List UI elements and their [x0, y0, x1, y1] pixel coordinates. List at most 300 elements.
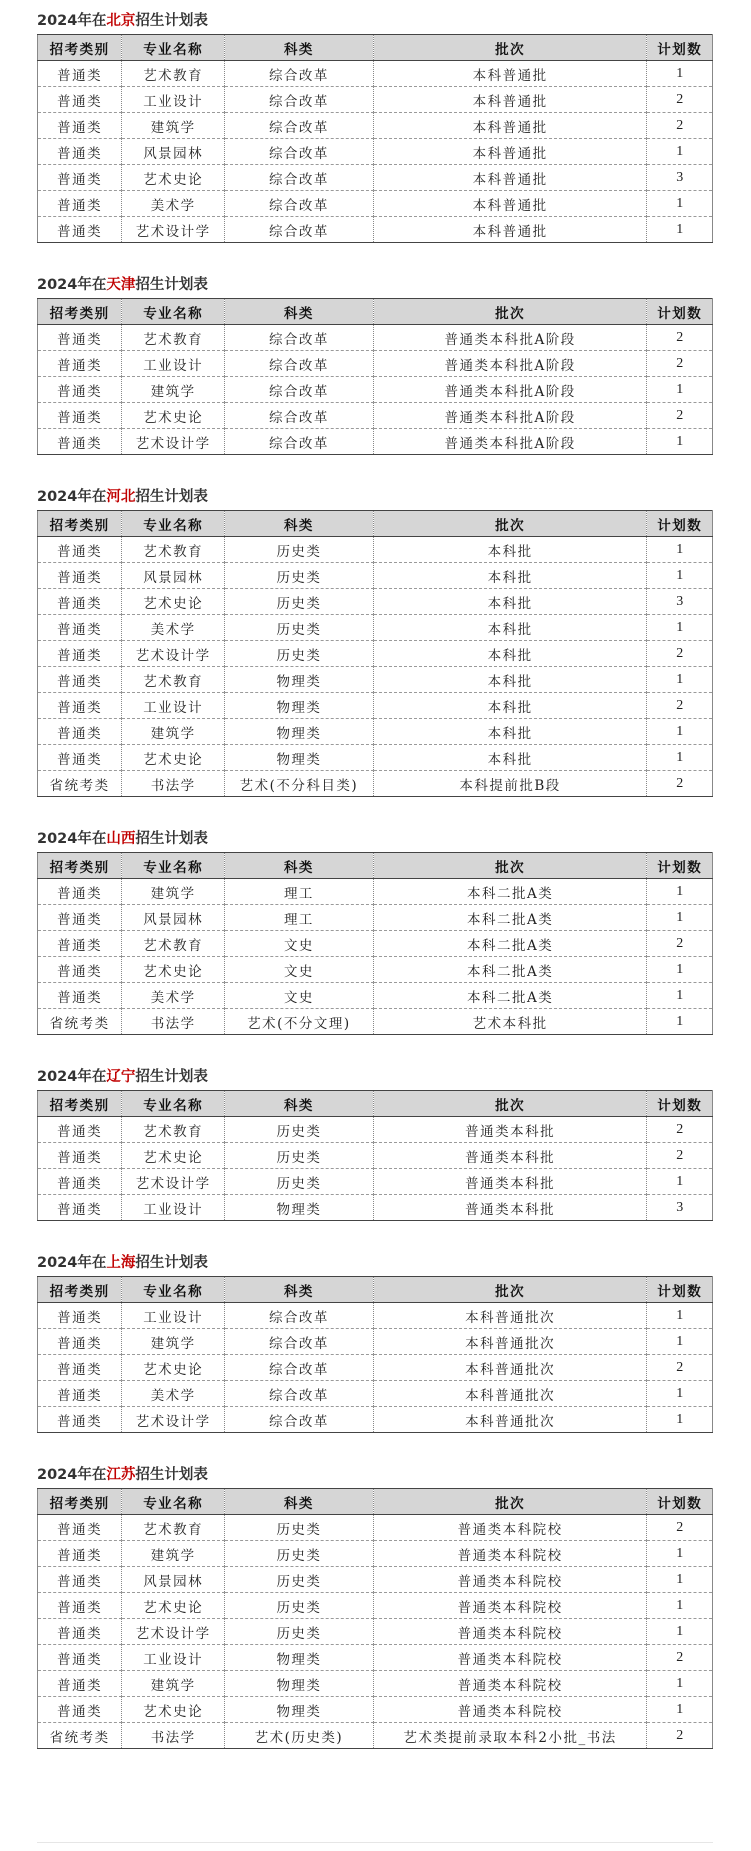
table-cell: 艺术教育: [122, 1117, 225, 1143]
table-cell: 文史: [225, 983, 374, 1009]
section-title: [37, 1068, 713, 1086]
table-row: [38, 1541, 713, 1567]
column-header: 专业名称: [122, 1489, 225, 1515]
table-cell: 普通类: [38, 351, 122, 377]
table-cell: 美术学: [122, 1381, 225, 1407]
table-cell: 综合改革: [225, 87, 374, 113]
table-row: [38, 771, 713, 797]
title-prefix: 2024年在: [37, 1467, 107, 1483]
table-cell: 综合改革: [225, 429, 374, 455]
plan-table: [37, 1090, 713, 1221]
table-cell: 艺术设计学: [122, 1407, 225, 1433]
table-cell: 普通类: [38, 1381, 122, 1407]
table-row: [38, 1329, 713, 1355]
table-cell: 建筑学: [122, 377, 225, 403]
table-cell: 普通类本科批: [373, 1169, 647, 1195]
section-title: [37, 12, 713, 30]
table-row: [38, 905, 713, 931]
title-prefix: 2024年在: [37, 277, 107, 293]
table-cell: 普通类: [38, 589, 122, 615]
table-cell: 综合改革: [225, 403, 374, 429]
table-header-row: [38, 1277, 713, 1303]
table-row: [38, 1143, 713, 1169]
table-cell: 普通类: [38, 957, 122, 983]
table-row: [38, 1009, 713, 1035]
table-cell: 艺术(不分文理): [225, 1009, 374, 1035]
table-cell: 艺术设计学: [122, 429, 225, 455]
table-row: [38, 1645, 713, 1671]
title-suffix: 招生计划表: [135, 1069, 208, 1085]
table-cell: 历史类: [225, 641, 374, 667]
table-cell: 本科普通批次: [373, 1355, 647, 1381]
table-cell: 本科普通批: [373, 87, 647, 113]
table-header-row: [38, 1489, 713, 1515]
table-cell: 普通类: [38, 217, 122, 243]
column-header: 科类: [225, 1277, 374, 1303]
table-cell: 美术学: [122, 983, 225, 1009]
table-cell: 普通类: [38, 719, 122, 745]
table-cell: 普通类: [38, 1619, 122, 1645]
table-row: [38, 403, 713, 429]
table-cell: 文史: [225, 931, 374, 957]
table-header-row: [38, 1091, 713, 1117]
table-row: [38, 87, 713, 113]
table-cell: 历史类: [225, 1541, 374, 1567]
table-cell: 历史类: [225, 589, 374, 615]
table-cell: 历史类: [225, 1143, 374, 1169]
table-cell: 本科批: [373, 615, 647, 641]
title-province: 天津: [106, 277, 136, 293]
table-row: [38, 1567, 713, 1593]
table-cell: 书法学: [122, 1723, 225, 1749]
column-header: 科类: [225, 35, 374, 61]
title-prefix: 2024年在: [37, 13, 107, 29]
table-row: [38, 1515, 713, 1541]
table-row: [38, 667, 713, 693]
table-cell: 省统考类: [38, 1009, 122, 1035]
table-cell: 1: [647, 217, 713, 243]
bottom-divider: [37, 1842, 713, 1843]
table-cell: 艺术类提前录取本科2小批_书法: [373, 1723, 647, 1749]
table-cell: 2: [647, 351, 713, 377]
table-cell: 普通类本科批A阶段: [373, 325, 647, 351]
title-suffix: 招生计划表: [135, 489, 208, 505]
table-cell: 本科提前批B段: [373, 771, 647, 797]
table-cell: 艺术本科批: [373, 1009, 647, 1035]
table-cell: 本科批: [373, 667, 647, 693]
table-cell: 艺术史论: [122, 589, 225, 615]
table-row: [38, 165, 713, 191]
table-cell: 物理类: [225, 719, 374, 745]
table-cell: 普通类: [38, 1645, 122, 1671]
table-cell: 2: [647, 325, 713, 351]
table-cell: 1: [647, 1619, 713, 1645]
table-cell: 本科普通批次: [373, 1381, 647, 1407]
table-row: [38, 879, 713, 905]
table-row: [38, 113, 713, 139]
plan-section-4: [37, 1068, 713, 1221]
table-cell: 1: [647, 905, 713, 931]
table-cell: 普通类: [38, 139, 122, 165]
table-cell: 综合改革: [225, 1303, 374, 1329]
table-cell: 艺术史论: [122, 1697, 225, 1723]
table-cell: 工业设计: [122, 87, 225, 113]
table-cell: 综合改革: [225, 217, 374, 243]
table-cell: 物理类: [225, 1671, 374, 1697]
table-row: [38, 351, 713, 377]
table-cell: 历史类: [225, 1593, 374, 1619]
table-row: [38, 1697, 713, 1723]
section-title: [37, 1466, 713, 1484]
table-row: [38, 1195, 713, 1221]
table-cell: 普通类本科院校: [373, 1671, 647, 1697]
plan-section-5: [37, 1254, 713, 1433]
table-row: [38, 537, 713, 563]
table-cell: 本科普通批: [373, 217, 647, 243]
column-header: 批次: [373, 1091, 647, 1117]
title-province: 辽宁: [106, 1069, 136, 1085]
table-cell: 普通类: [38, 693, 122, 719]
table-cell: 省统考类: [38, 1723, 122, 1749]
column-header: 计划数: [647, 511, 713, 537]
table-cell: 历史类: [225, 1169, 374, 1195]
title-prefix: 2024年在: [37, 831, 107, 847]
table-cell: 普通类: [38, 563, 122, 589]
column-header: 专业名称: [122, 1277, 225, 1303]
table-cell: 普通类: [57, 1123, 103, 1140]
table-cell: 1: [647, 957, 713, 983]
table-cell: 本科二批A类: [373, 957, 647, 983]
table-cell: 艺术教育: [122, 537, 225, 563]
table-cell: 本科普通批: [373, 165, 647, 191]
plan-table: [37, 298, 713, 455]
table-row: [38, 563, 713, 589]
title-suffix: 招生计划表: [135, 1255, 208, 1271]
table-cell: 普通类: [38, 377, 122, 403]
table-cell: 物理类: [225, 1697, 374, 1723]
column-header: 科类: [225, 299, 374, 325]
table-cell: 1: [647, 879, 713, 905]
table-cell: 美术学: [122, 191, 225, 217]
column-header: 批次: [373, 35, 647, 61]
table-cell: 普通类本科院校: [373, 1619, 647, 1645]
table-row: [38, 1619, 713, 1645]
table-cell: 艺术史论: [122, 1143, 225, 1169]
document: [37, 12, 713, 1749]
table-header-row: [38, 35, 713, 61]
table-cell: 本科普通批: [373, 113, 647, 139]
table-cell: 物理类: [225, 667, 374, 693]
table-cell: 建筑学: [122, 1329, 225, 1355]
table-cell: 普通类: [57, 885, 103, 902]
plan-section-6: [37, 1466, 713, 1749]
title-suffix: 招生计划表: [135, 13, 208, 29]
table-row: [38, 61, 713, 87]
plan-table: [37, 510, 713, 797]
table-cell: 艺术(不分科目类): [225, 771, 374, 797]
column-header: 批次: [373, 1277, 647, 1303]
table-row: [38, 931, 713, 957]
table-cell: 普通类: [38, 745, 122, 771]
table-row: [38, 1407, 713, 1433]
table-cell: 艺术史论: [122, 1355, 225, 1381]
table-cell: 普通类: [38, 113, 122, 139]
table-cell: 工业设计: [122, 1645, 225, 1671]
table-cell: 1: [647, 1697, 713, 1723]
section-title: [37, 830, 713, 848]
table-cell: 工业设计: [122, 1303, 225, 1329]
column-header: 计划数: [647, 35, 713, 61]
table-cell: 1: [647, 191, 713, 217]
table-cell: 1: [647, 983, 713, 1009]
column-header: 招考类别: [38, 299, 122, 325]
table-cell: 建筑学: [122, 719, 225, 745]
table-cell: 普通类: [38, 429, 122, 455]
title-prefix: 2024年在: [37, 1069, 107, 1085]
column-header: 招考类别: [38, 1277, 122, 1303]
table-cell: 建筑学: [122, 1541, 225, 1567]
table-cell: 工业设计: [122, 693, 225, 719]
table-cell: 建筑学: [122, 113, 225, 139]
table-cell: 1: [647, 1169, 713, 1195]
title-suffix: 招生计划表: [135, 831, 208, 847]
section-title: [37, 1254, 713, 1272]
table-cell: 1: [647, 563, 713, 589]
table-cell: 艺术教育: [122, 667, 225, 693]
column-header: 专业名称: [122, 1091, 225, 1117]
table-cell: 艺术设计学: [122, 641, 225, 667]
table-cell: 1: [647, 1407, 713, 1433]
column-header: 计划数: [647, 1277, 713, 1303]
table-cell: 艺术教育: [122, 61, 225, 87]
table-cell: 艺术史论: [122, 1593, 225, 1619]
table-cell: 艺术(历史类): [225, 1723, 374, 1749]
table-cell: 1: [647, 1329, 713, 1355]
table-cell: 综合改革: [225, 139, 374, 165]
table-cell: 历史类: [225, 1619, 374, 1645]
table-cell: 历史类: [225, 1117, 374, 1143]
table-cell: 普通类本科院校: [373, 1515, 647, 1541]
table-cell: 历史类: [225, 1567, 374, 1593]
table-cell: 建筑学: [122, 1671, 225, 1697]
table-cell: 普通类本科批A阶段: [373, 429, 647, 455]
title-province: 北京: [106, 13, 136, 29]
table-cell: 综合改革: [225, 1329, 374, 1355]
table-cell: 美术学: [122, 615, 225, 641]
table-cell: 1: [647, 429, 713, 455]
table-cell: 综合改革: [225, 113, 374, 139]
table-row: [38, 1671, 713, 1697]
title-suffix: 招生计划表: [135, 277, 208, 293]
column-header: 专业名称: [122, 511, 225, 537]
table-row: [38, 1723, 713, 1749]
table-cell: 1: [647, 1671, 713, 1697]
title-province: 上海: [106, 1255, 136, 1271]
table-row: [38, 377, 713, 403]
title-prefix: 2024年在: [37, 489, 107, 505]
table-cell: 工业设计: [122, 1195, 225, 1221]
table-cell: 1: [647, 1303, 713, 1329]
plan-table: [37, 34, 713, 243]
table-cell: 普通类: [38, 1169, 122, 1195]
column-header: 批次: [373, 299, 647, 325]
table-cell: 普通类本科院校: [373, 1567, 647, 1593]
table-cell: 理工: [225, 905, 374, 931]
table-cell: 物理类: [225, 1195, 374, 1221]
table-cell: 艺术教育: [122, 325, 225, 351]
table-cell: 本科二批A类: [373, 931, 647, 957]
column-header: 专业名称: [122, 853, 225, 879]
table-cell: 普通类本科批A阶段: [373, 377, 647, 403]
table-cell: 普通类本科批: [373, 1143, 647, 1169]
table-cell: 本科批: [373, 745, 647, 771]
table-cell: 1: [647, 615, 713, 641]
table-cell: 普通类本科批: [373, 1195, 647, 1221]
table-cell: 1: [647, 1567, 713, 1593]
table-row: [38, 1355, 713, 1381]
table-cell: 普通类: [57, 1521, 103, 1538]
table-header-row: [38, 299, 713, 325]
column-header: 招考类别: [38, 511, 122, 537]
table-cell: 1: [647, 1381, 713, 1407]
column-header: 计划数: [647, 299, 713, 325]
table-cell: 历史类: [225, 537, 374, 563]
table-cell: 2: [647, 693, 713, 719]
table-cell: 1: [647, 377, 713, 403]
table-cell: 本科批: [373, 719, 647, 745]
table-cell: 风景园林: [122, 139, 225, 165]
table-cell: 本科二批A类: [373, 983, 647, 1009]
table-cell: 2: [647, 403, 713, 429]
table-cell: 2: [647, 641, 713, 667]
column-header: 批次: [373, 853, 647, 879]
table-row: [38, 1303, 713, 1329]
table-cell: 2: [647, 87, 713, 113]
table-cell: 艺术设计学: [122, 1619, 225, 1645]
table-row: [38, 1117, 713, 1143]
table-cell: 本科普通批次: [373, 1329, 647, 1355]
table-cell: 普通类: [38, 1407, 122, 1433]
title-prefix: 2024年在: [37, 1255, 107, 1271]
table-cell: 文史: [225, 957, 374, 983]
table-cell: 综合改革: [225, 61, 374, 87]
table-cell: 普通类: [38, 1671, 122, 1697]
table-cell: 普通类: [38, 1143, 122, 1169]
table-cell: 普通类: [38, 615, 122, 641]
table-cell: 本科批: [373, 563, 647, 589]
table-cell: 1: [647, 667, 713, 693]
table-row: [38, 1593, 713, 1619]
table-row: [38, 217, 713, 243]
table-cell: 普通类本科批: [373, 1117, 647, 1143]
table-cell: 3: [647, 589, 713, 615]
table-cell: 2: [647, 1117, 713, 1143]
table-row: [38, 719, 713, 745]
title-province: 河北: [106, 489, 136, 505]
table-cell: 本科普通批: [373, 191, 647, 217]
table-row: [38, 693, 713, 719]
table-cell: 理工: [225, 879, 374, 905]
column-header: 招考类别: [38, 1091, 122, 1117]
table-cell: 普通类本科院校: [373, 1541, 647, 1567]
table-cell: 普通类: [38, 641, 122, 667]
table-cell: 历史类: [225, 1515, 374, 1541]
table-cell: 普通类: [57, 1309, 103, 1326]
table-cell: 物理类: [225, 745, 374, 771]
column-header: 专业名称: [122, 299, 225, 325]
table-header-row: [38, 511, 713, 537]
table-row: [38, 191, 713, 217]
column-header: 计划数: [647, 1091, 713, 1117]
table-cell: 普通类本科院校: [373, 1645, 647, 1671]
table-cell: 省统考类: [38, 771, 122, 797]
table-cell: 综合改革: [225, 325, 374, 351]
table-row: [38, 745, 713, 771]
table-cell: 普通类本科批A阶段: [373, 403, 647, 429]
column-header: 科类: [225, 853, 374, 879]
table-cell: 综合改革: [225, 1407, 374, 1433]
table-cell: 本科普通批: [373, 139, 647, 165]
table-cell: 综合改革: [225, 351, 374, 377]
table-cell: 2: [647, 1143, 713, 1169]
table-cell: 本科二批A类: [373, 905, 647, 931]
table-cell: 艺术设计学: [122, 1169, 225, 1195]
table-cell: 艺术设计学: [122, 217, 225, 243]
table-cell: 本科批: [373, 537, 647, 563]
table-cell: 综合改革: [225, 377, 374, 403]
title-suffix: 招生计划表: [135, 1467, 208, 1483]
table-cell: 普通类: [38, 165, 122, 191]
column-header: 招考类别: [38, 1489, 122, 1515]
plan-section-2: [37, 488, 713, 797]
table-row: [38, 957, 713, 983]
table-cell: 1: [647, 537, 713, 563]
table-cell: 艺术史论: [122, 165, 225, 191]
table-cell: 本科批: [373, 641, 647, 667]
table-cell: 普通类: [38, 1355, 122, 1381]
table-cell: 2: [647, 113, 713, 139]
table-cell: 普通类本科批A阶段: [373, 351, 647, 377]
table-cell: 3: [647, 1195, 713, 1221]
table-cell: 普通类: [38, 983, 122, 1009]
table-row: [38, 1381, 713, 1407]
table-cell: 综合改革: [225, 165, 374, 191]
plan-section-0: [37, 12, 713, 243]
table-cell: 艺术史论: [122, 745, 225, 771]
plan-table: [37, 1488, 713, 1749]
table-row: [38, 615, 713, 641]
table-cell: 普通类: [57, 67, 103, 84]
table-row: [38, 983, 713, 1009]
table-cell: 风景园林: [122, 563, 225, 589]
table-cell: 本科普通批次: [373, 1303, 647, 1329]
table-cell: 1: [647, 745, 713, 771]
table-cell: 本科二批A类: [373, 879, 647, 905]
title-province: 山西: [106, 831, 136, 847]
plan-table: [37, 1276, 713, 1433]
table-cell: 2: [647, 931, 713, 957]
table-cell: 物理类: [225, 1645, 374, 1671]
table-cell: 普通类: [38, 667, 122, 693]
table-cell: 本科批: [373, 693, 647, 719]
table-cell: 书法学: [122, 1009, 225, 1035]
section-title: [37, 276, 713, 294]
table-cell: 书法学: [122, 771, 225, 797]
table-cell: 艺术教育: [122, 931, 225, 957]
table-cell: 历史类: [225, 615, 374, 641]
column-header: 科类: [225, 511, 374, 537]
plan-table: [37, 852, 713, 1035]
